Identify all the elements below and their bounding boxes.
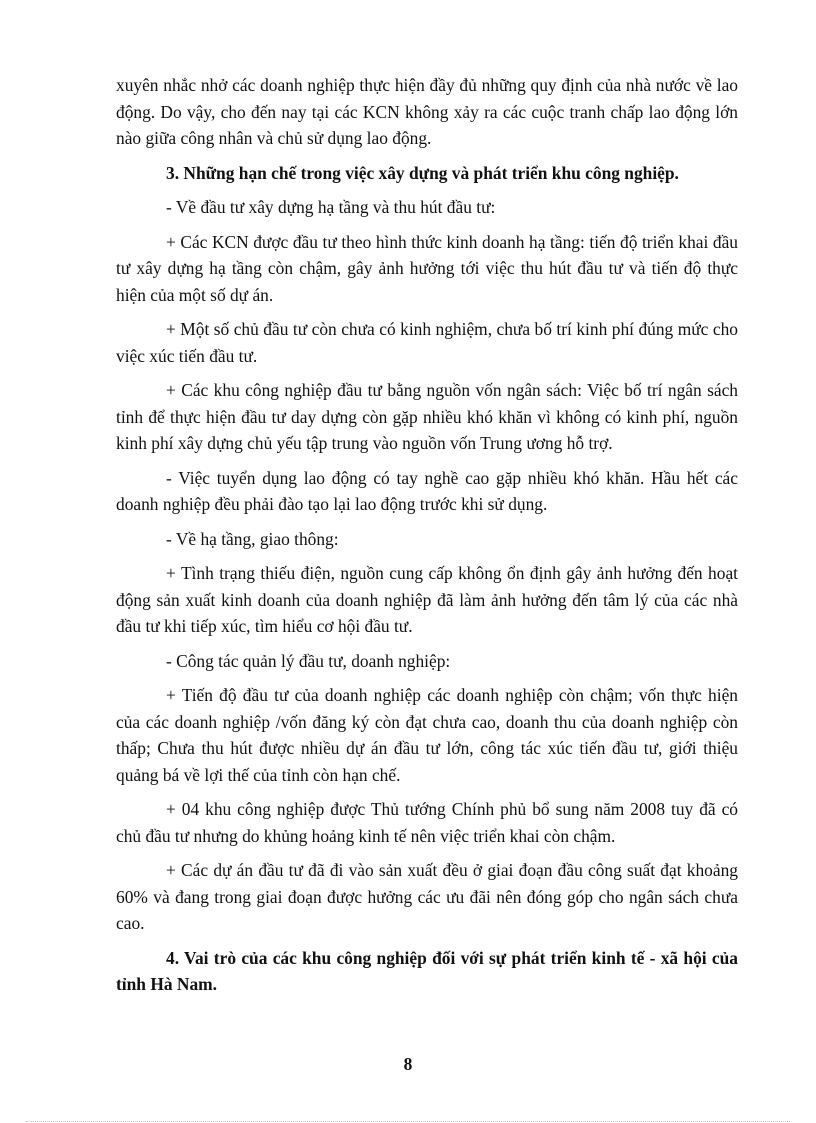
page-number: 8 — [403, 1054, 413, 1074]
sub-bullet-investor-experience: + Một số chủ đầu tư còn chưa có kinh nghiệm, chưa bố trí kinh phí đúng mức cho việc xúc tiến đầu tư. — [116, 319, 738, 366]
page-bottom-divider — [26, 1121, 790, 1122]
sub-bullet-infrastructure-business: + Các KCN được đầu tư theo hình thức kinh doanh hạ tầng: tiến độ triển khai đầu tư xây dựng hạ tầng còn chậm, gây ảnh hưởng tới việc thu hút đầu tư và tiến độ thực hiện của một số dự án. — [116, 231, 738, 305]
section-heading-3: 3. Những hạn chế trong việc xây dựng và phát triển khu công nghiệp. — [166, 162, 679, 183]
sub-bullet-budget-funding: + Các khu công nghiệp đầu tư bằng nguồn vốn ngân sách: Việc bố trí ngân sách tỉnh để thực hiện đầu tư day dựng còn gặp nhiều khó khăn vì không có kinh phí, nguồn kinh phí xây dựng chủ yếu tập trung vào nguồn vốn Trung ương hỗ trợ. — [116, 380, 738, 453]
paragraph-intro-continuation: xuyên nhắc nhở các doanh nghiệp thực hiện đầy đủ những quy định của nhà nước về lao động. Do vậy, cho đến nay tại các KCN không xảy ra các cuộc tranh chấp lao động lớn nào giữa công nhân và chủ sử dụng lao động. — [116, 75, 738, 148]
bullet-infrastructure-transport: - Về hạ tầng, giao thông: — [166, 528, 339, 549]
sub-bullet-power-shortage: + Tình trạng thiếu điện, nguồn cung cấp không ổn định gây ảnh hưởng đến hoạt động sản xuất kinh doanh của doanh nghiệp đã làm ảnh hưởng đến tâm lý của các nhà đầu tư khi tiếp xúc, tìm hiểu cơ hội đầu tư. — [116, 563, 738, 636]
section-heading-4: 4. Vai trò của các khu công nghiệp đối với sự phát triển kinh tế - xã hội của tỉnh Hà Nam. — [116, 947, 738, 994]
sub-bullet-four-industrial-zones: + 04 khu công nghiệp được Thủ tướng Chính phủ bổ sung năm 2008 tuy đã có chủ đầu tư nhưng do khủng hoảng kinh tế nên việc triển khai còn chậm. — [116, 799, 738, 846]
bullet-infrastructure-investment: - Về đầu tư xây dựng hạ tầng và thu hút đầu tư: — [166, 197, 496, 217]
sub-bullet-investment-progress: + Tiến độ đầu tư của doanh nghiệp các doanh nghiệp còn chậm; vốn thực hiện của các doanh nghiệp /vốn đăng ký còn đạt chưa cao, doanh thu của doanh nghiệp còn thấp; Chưa thu hút được nhiều dự án đầu tư lớn, công tác xúc tiến đầu tư, giới thiệu quảng bá về lợi thế của tỉnh còn hạn chế. — [116, 685, 738, 785]
bullet-investment-management: - Công tác quản lý đầu tư, doanh nghiệp: — [166, 650, 451, 671]
document-body — [116, 72, 738, 998]
bullet-labor-recruitment: - Việc tuyển dụng lao động có tay nghề cao gặp nhiều khó khăn. Hầu hết các doanh nghiệp đều phải đào tạo lại lao động trước khi sử dụng. — [116, 467, 738, 514]
sub-bullet-projects-capacity: + Các dự án đầu tư đã đi vào sản xuất đều ở giai đoạn đầu công suất đạt khoảng 60% và đang trong giai đoạn được hưởng các ưu đãi nên đóng góp cho ngân sách chưa cao. — [116, 860, 738, 933]
